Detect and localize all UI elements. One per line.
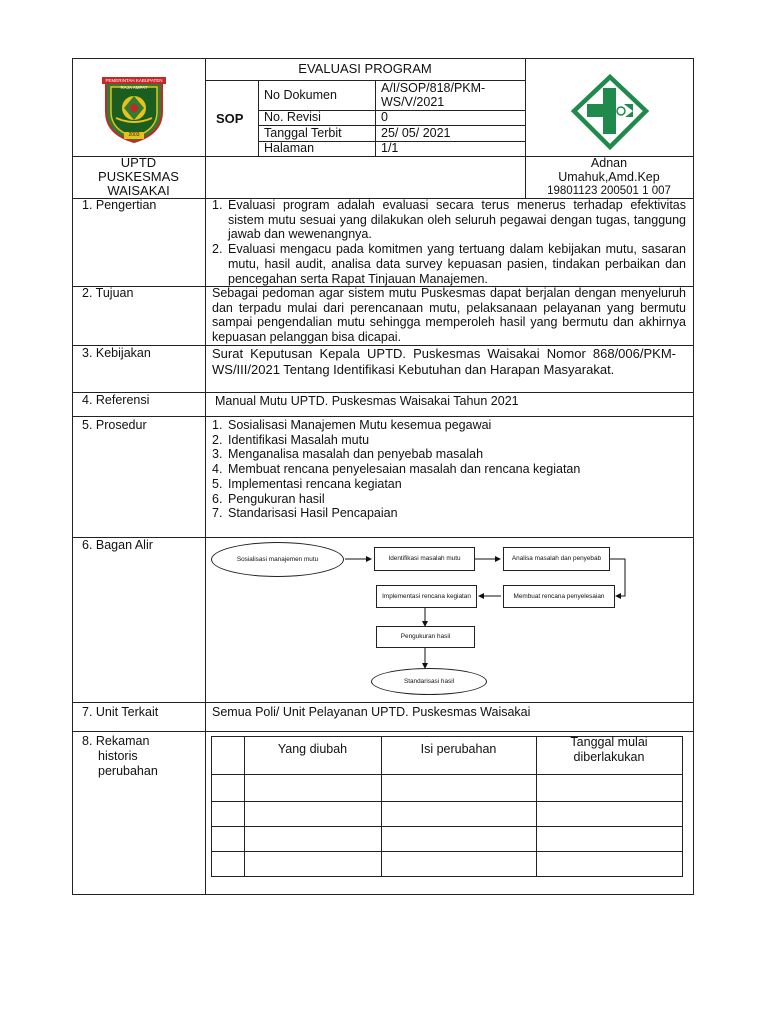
puskesmas-logo (571, 74, 649, 150)
no-revisi-label: No. Revisi (264, 110, 321, 124)
no-revisi-value: 0 (381, 110, 388, 124)
prosedur-label: 5. Prosedur (82, 418, 147, 432)
flow-node-pengukuran: Pengukuran hasil (376, 626, 475, 648)
pengertian-label: 1. Pengertian (82, 198, 157, 212)
list-item: 2. Identifikasi Masalah mutu (212, 432, 370, 447)
tujuan-label: 2. Tujuan (82, 286, 134, 300)
referensi-label: 4. Referensi (82, 393, 150, 407)
list-item: 3. Menganalisa masalah dan penyebab masalah (212, 447, 484, 462)
tanggal-terbit-value: 25/ 05/ 2021 (381, 126, 451, 140)
logo-year: 2003 (124, 132, 144, 139)
rekaman-label-2: historis (98, 749, 138, 763)
org-line-3: WAISAKAI (107, 183, 170, 198)
unit-terkait-text: Semua Poli/ Unit Pelayanan UPTD. Puskesmas Waisakai (212, 705, 531, 719)
pengertian-list (212, 198, 686, 286)
signer-name-1: Adnan (590, 156, 628, 170)
halaman-label: Halaman (264, 141, 315, 155)
document-title: EVALUASI PROGRAM (298, 61, 432, 76)
list-item: 7. Standarisasi Hasil Pencapaian (212, 506, 398, 521)
sop-label: SOP (216, 111, 244, 126)
tujuan-text: Sebagai pedoman agar sistem mutu Puskesmas dapat berjalan dengan menyeluruh dan terpadu mulai dari perencanaan mutu, pelaksanaan pelayanan yang bermutu sampai pengendalian mutu sehingga memperoleh hasil yang bermutu dan akhirnya kepuasan pelanggan bisa dicapai. (212, 286, 686, 344)
flow-node-membuat: Membuat rencana penyelesaian (503, 585, 615, 608)
flow-node-identifikasi: Identifikasi masalah mutu (374, 547, 475, 571)
rekaman-label-3: perubahan (98, 764, 158, 778)
unit-terkait-label: 7. Unit Terkait (82, 705, 159, 719)
kebijakan-text: Surat Keputusan Kepala UPTD. Puskesmas Waisakai Nomor 868/006/PKM-WS/III/2021 Tentang Identifikasi Kebutuhan dan Harapan Masyarakat. (212, 346, 676, 377)
prosedur-list (212, 418, 686, 521)
list-item: 1. Evaluasi program adalah evaluasi secara terus menerus terhadap efektivitas sistem mutu sesuai yang dilakukan oleh seluruh pegawai dengan tugas, tanggung jawab dan wewenangnya. (212, 198, 686, 242)
no-dokumen-value-1: A/I/SOP/818/PKM- (381, 81, 486, 95)
tanggal-terbit-label: Tanggal Terbit (264, 126, 342, 140)
list-item: 5. Implementasi rencana kegiatan (212, 476, 402, 491)
halaman-value: 1/1 (381, 141, 399, 155)
org-line-1: UPTD (120, 155, 157, 170)
list-item: 4. Membuat rencana penyelesaian masalah dan rencana kegiatan (212, 462, 581, 477)
no-dokumen-value-2: WS/V/2021 (381, 95, 445, 109)
table-header-tanggal-mulai: Tanggal mulai diberlakukan (570, 735, 648, 764)
table-header-yang-diubah: Yang diubah (277, 742, 348, 756)
referensi-text: Manual Mutu UPTD. Puskesmas Waisakai Tahun 2021 (215, 394, 519, 408)
org-line-2: PUSKESMAS (98, 169, 179, 184)
flow-node-sosialisasi: Sosialisasi manajemen mutu (211, 542, 344, 577)
kebijakan-label: 3. Kebijakan (82, 346, 151, 360)
regency-logo (98, 74, 170, 146)
bagan-alir-label: 6. Bagan Alir (82, 538, 153, 552)
list-item: 2. Evaluasi mengacu pada komitmen yang tertuang dalam kebijakan mutu, sasaran mutu, hasil audit, analisa data survey kepuasan pasien, tindakan perbaikan dan pencegahan serta Rapat Tinjauan Manajemen. (212, 242, 686, 286)
flow-node-standarisasi: Standarisasi hasil (371, 668, 487, 695)
table-header-isi-perubahan: Isi perubahan (420, 742, 497, 756)
signer-nip: 19801123 200501 1 007 (547, 185, 671, 197)
no-dokumen-label: No Dokumen (264, 88, 337, 102)
logo-banner: PEMERINTAH KABUPATEN RAJA AMPAT (102, 77, 166, 84)
rekaman-label-1: 8. Rekaman (82, 734, 150, 748)
flow-node-implementasi: Implementasi rencana kegiatan (376, 585, 477, 608)
list-item: 6. Pengukuran hasil (212, 491, 325, 506)
flow-node-analisa: Analisa masalah dan penyebab (503, 547, 610, 571)
list-item: 1. Sosialisasi Manajemen Mutu kesemua pegawai (212, 418, 492, 432)
signer-name-2: Umahuk,Amd.Kep (558, 170, 660, 184)
